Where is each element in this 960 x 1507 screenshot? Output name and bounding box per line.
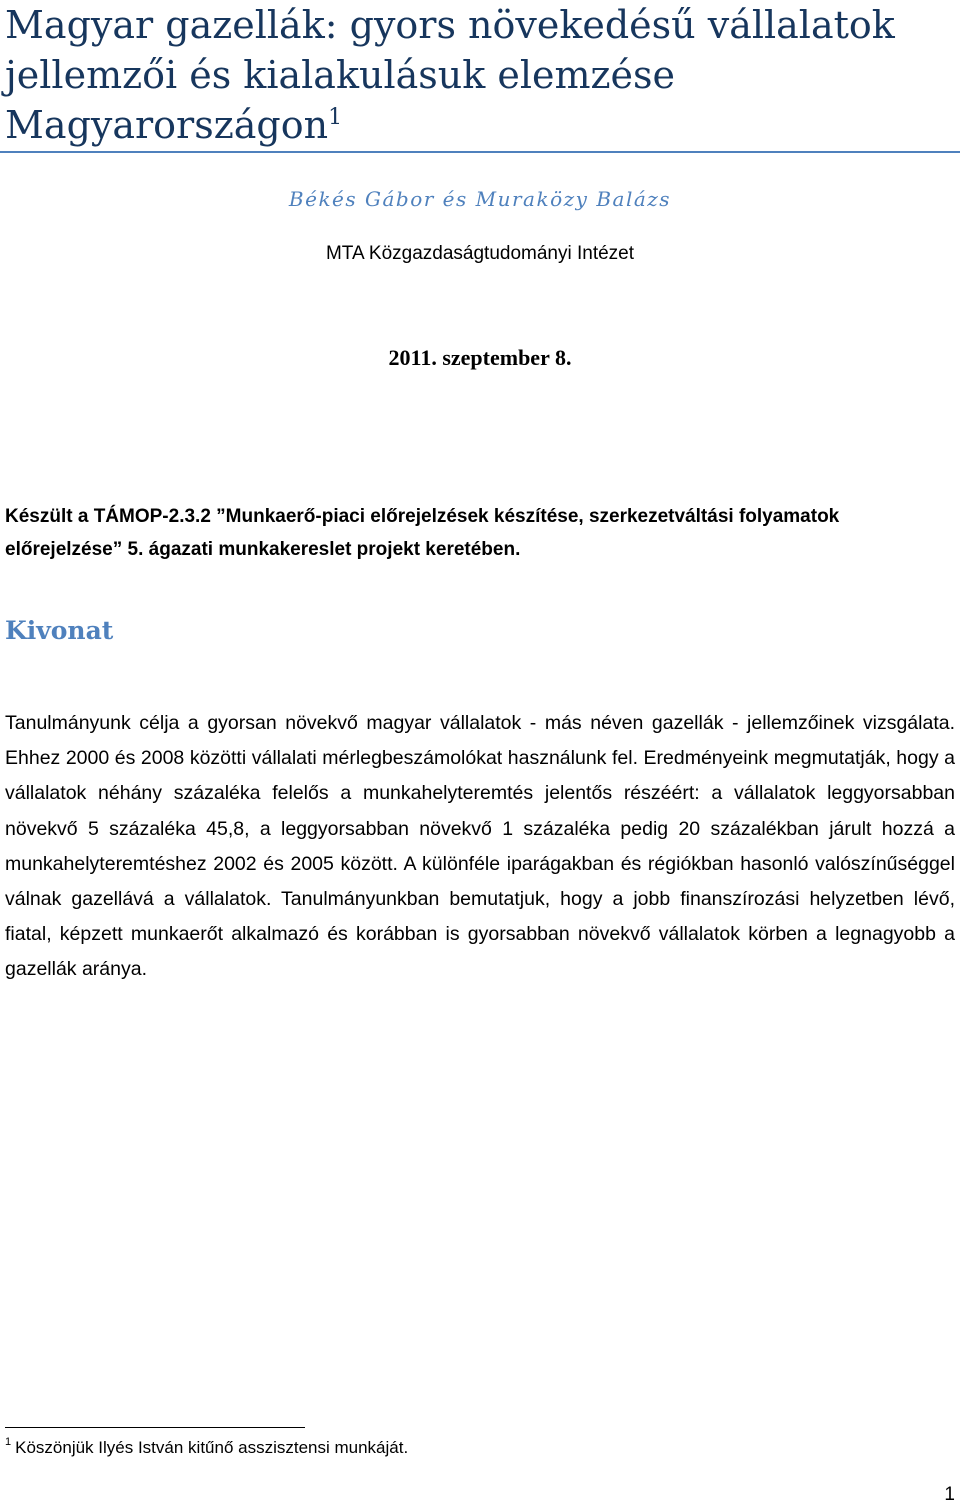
publication-date: 2011. szeptember 8. [388,345,572,370]
title-line-3: Magyarországon [5,103,329,147]
abstract-heading: Kivonat [5,616,114,645]
authors: Békés Gábor és Muraközy Balázs [288,187,672,211]
paper-title [5,0,935,150]
page-number: 1 [944,1484,955,1505]
institute: MTA Közgazdaságtudományi Intézet [325,243,635,264]
footnote [5,1438,905,1458]
abstract-text: Tanulmányunk célja a gyorsan növekvő magyar vállalatok - más néven gazellák - jellemzőinek vizsgálata. Ehhez 2000 és 2008 közötti vállalati mérlegbeszámolókat használunk fel. Eredményeink megmutatják, hogy a vállalatok néhány százaléka felelős a munkahelyteremtés jelentős részéért: a vállalatok leggyorsabban növekvő 5 százaléka 45,8, a leggyorsabban növekvő 1 százaléka pedig 20 százalékban járult hozzá a munkahelyteremtéshez 2002 és 2005 között. A különféle iparágakban és régiókban hasonló valószínűséggel válnak gazellává a vállalatok. Tanulmányunkban bemutatjuk, hogy a jobb finanszírozási helyzetben lévő, fiatal, képzett munkaerőt alkalmazó és korábban is gyorsabban növekvő vállalatok körben a legnagyobb a gazellák aránya. [5,712,955,981]
title-line-2: jellemzői és kialakulásuk elemzése [5,53,675,97]
project-note: Készült a TÁMOP-2.3.2 ”Munkaerő-piaci előrejelzések készítése, szerkezetváltási folyamatok előrejelzése” 5. ágazati munkakereslet projekt keretében. [5,506,840,560]
footnote-number: 1 [5,1436,12,1448]
title-line-1: Magyar gazellák: gyors növekedésű vállalatok [5,3,895,47]
title-divider [0,151,960,153]
footnote-text: Köszönjük Ilyés István kitűnő asszisztensi munkáját. [15,1438,409,1457]
title-footnote-ref[interactable]: 1 [328,105,343,130]
footnote-divider [5,1427,305,1428]
